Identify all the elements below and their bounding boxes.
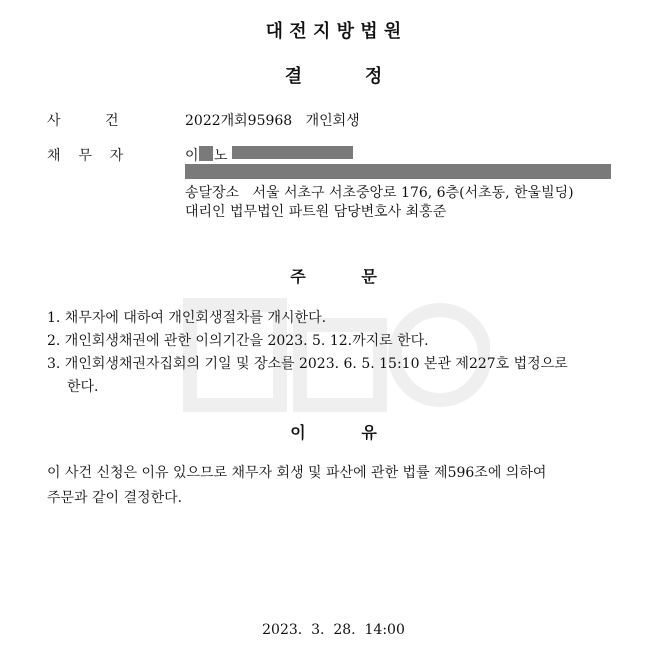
redaction-block xyxy=(199,146,213,161)
redaction-block xyxy=(185,164,611,179)
decision-date: 2023. 3. 28. 14:00 xyxy=(262,622,405,638)
service-address: 송달장소 서울 서초구 서초중앙로 176, 6층(서초동, 한울빌딩) xyxy=(185,185,574,201)
court-name: 대 전 지 방 법 원 xyxy=(265,21,402,42)
document-type: 결 정 xyxy=(284,66,383,87)
order-item: 3. 개인회생채권자집회의 기일 및 장소를 2023. 6. 5. 15:10 본관 제227호 법정으로 xyxy=(47,356,568,372)
order-item: 2. 개인회생채권에 관한 이의기간을 2023. 5. 12.까지로 한다. xyxy=(47,333,429,349)
case-number: 2022개회95968 개인회생 xyxy=(185,113,360,129)
redaction-block xyxy=(232,146,353,159)
debtor-name-mid: 노 xyxy=(214,148,228,164)
debtor-label: 채 무 자 xyxy=(47,148,124,164)
legal-agent: 대리인 법무법인 파트원 담당변호사 최홍준 xyxy=(185,204,447,220)
reason-text-line: 주문과 같이 결정한다. xyxy=(47,490,183,506)
debtor-name-prefix: 이 xyxy=(185,148,199,164)
order-item: 1. 채무자에 대하여 개인회생절차를 개시한다. xyxy=(47,310,327,326)
order-heading: 주 문 xyxy=(290,267,377,286)
reason-heading: 이 유 xyxy=(290,423,377,442)
case-label: 사 건 xyxy=(47,113,119,129)
order-item-continuation: 한다. xyxy=(67,379,99,395)
reason-text-line: 이 사건 신청은 이유 있으므로 채무자 회생 및 파산에 관한 법률 제596조에 의하여 xyxy=(47,465,547,481)
